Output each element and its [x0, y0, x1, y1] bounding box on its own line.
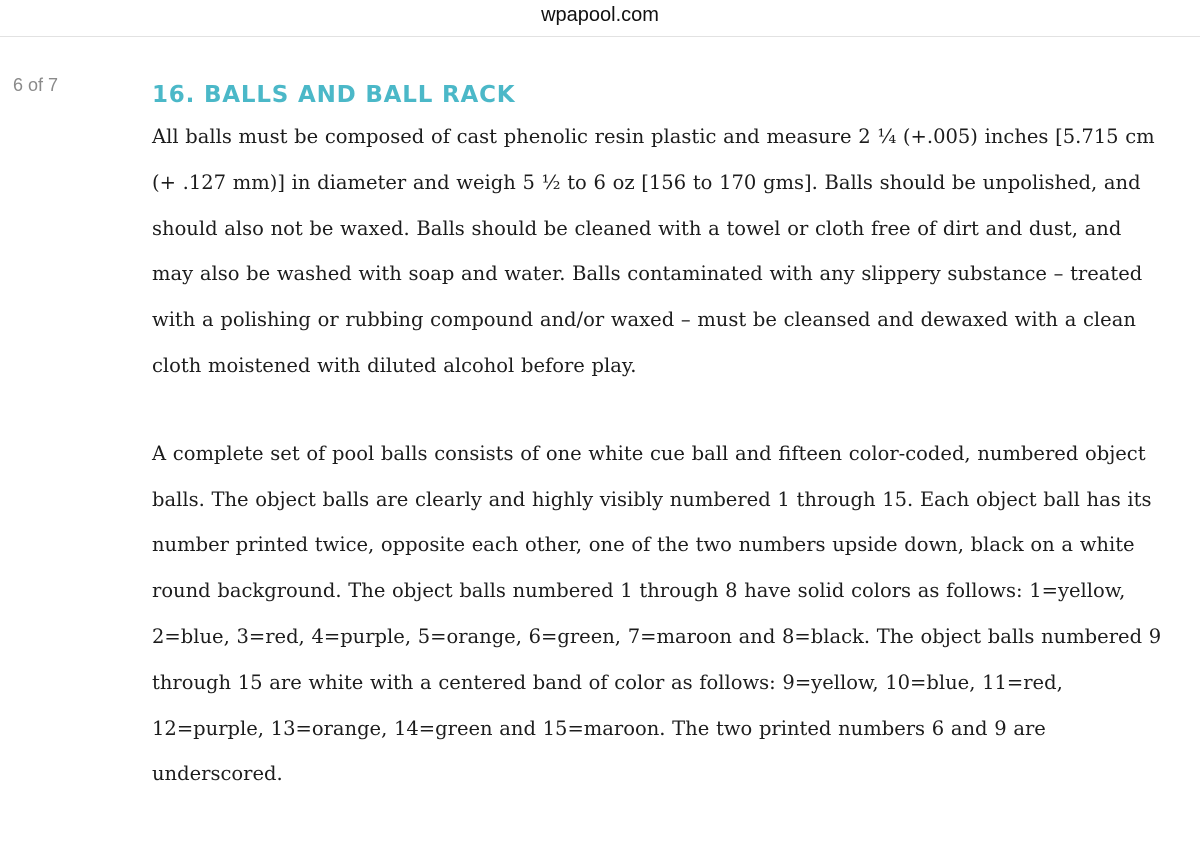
- site-domain[interactable]: wpapool.com: [541, 4, 659, 26]
- section-heading: 16. BALLS AND BALL RACK: [152, 82, 516, 108]
- address-bar[interactable]: [0, 0, 1200, 37]
- document-content: [152, 80, 1162, 797]
- paragraph-ball-set-description: A complete set of pool balls consists of one white cue ball and fifteen color-coded, numbered object balls. The object balls are clearly and highly visibly numbered 1 through 15. Each object ball has its number printed twice, opposite each other, one of the two numbers upside down, black on a white round background. The object balls numbered 1 through 8 have solid colors as follows: 1=yellow, 2=blue, 3=red, 4=purple, 5=orange, 6=green, 7=maroon and 8=black. The object balls numbered 9 through 15 are white with a centered band of color as follows: 9=yellow, 10=blue, 11=red, 12=purple, 13=orange, 14=green and 15=maroon. The two printed numbers 6 and 9 are underscored.: [152, 441, 1162, 786]
- page-indicator: 6 of 7: [13, 75, 59, 95]
- paragraph-ball-specifications: All balls must be composed of cast phenolic resin plastic and measure 2 ¼ (+.005) inches [5.715 cm (+ .127 mm)] in diameter and weigh 5 ½ to 6 oz [156 to 170 gms]. Balls should be unpolished, and should also not be waxed. Balls should be cleaned with a towel or cloth free of dirt and dust, and may also be washed with soap and water. Balls contaminated with any slippery substance – treated with a polishing or rubbing compound and/or waxed – must be cleansed and dewaxed with a clean cloth moistened with diluted alcohol before play.: [152, 125, 1155, 377]
